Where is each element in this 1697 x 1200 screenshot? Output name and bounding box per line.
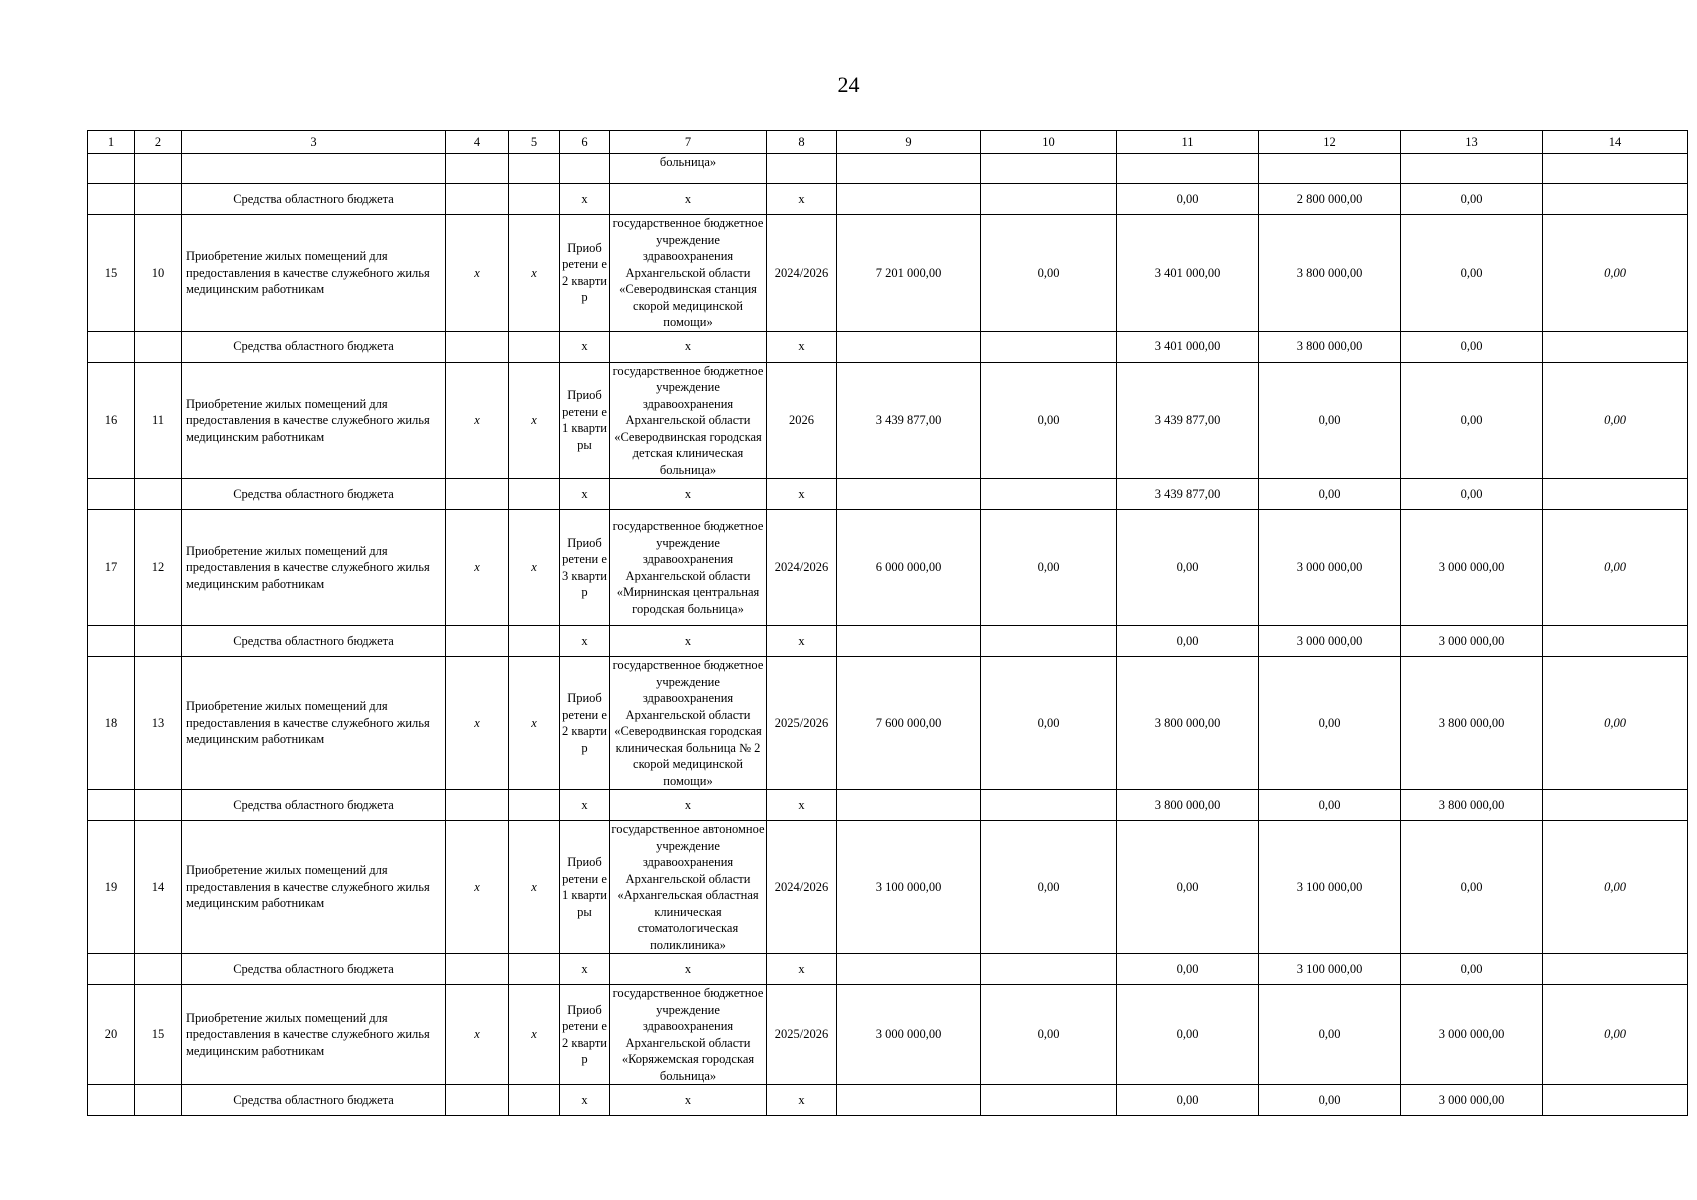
row-number-cell (88, 184, 135, 215)
amount-2025-cell: 3 000 000,00 (1259, 510, 1401, 626)
col5-cell (509, 184, 560, 215)
measure-name-cell: Приобретение жилых помещений для предоставления в качестве служебного жилья медицинским работникам (182, 657, 446, 790)
col5-cell (509, 1085, 560, 1116)
measure-name-cell: Средства областного бюджета (182, 626, 446, 657)
table-row (88, 215, 1688, 332)
measure-name-cell: Приобретение жилых помещений для предоставления в качестве служебного жилья медицинским работникам (182, 215, 446, 332)
row-number-cell: 17 (88, 510, 135, 626)
amount-2025-cell: 0,00 (1259, 790, 1401, 821)
period-cell: 2025/2026 (767, 985, 837, 1085)
amount-2026-cell: 0,00 (1401, 362, 1543, 479)
col10-cell: 0,00 (981, 510, 1117, 626)
amount-2026-cell: 3 000 000,00 (1401, 1085, 1543, 1116)
amount-2024-cell: 3 800 000,00 (1117, 790, 1259, 821)
col4-cell: х (446, 215, 509, 332)
total-cost-cell (837, 479, 981, 510)
column-number: 7 (610, 131, 767, 154)
funding-source-row (88, 790, 1688, 821)
col10-cell: 0,00 (981, 657, 1117, 790)
col10-cell (981, 1085, 1117, 1116)
row-number-cell: 19 (88, 821, 135, 954)
col10-cell (981, 331, 1117, 362)
stage-cell: Приоб ретени е 1 кварти ры (560, 362, 610, 479)
stage-cell: Приоб ретени е 3 кварти р (560, 510, 610, 626)
col10-cell (981, 954, 1117, 985)
col14-cell: 0,00 (1543, 510, 1688, 626)
organization-cell: государственное бюджетное учреждение здравоохранения Архангельской области «Северодвинская городская клиническая больница № 2 скорой медицинской помощи» (610, 657, 767, 790)
amount-2026-cell: 3 000 000,00 (1401, 985, 1543, 1085)
row-number-cell (88, 626, 135, 657)
period-cell: х (767, 331, 837, 362)
amount-2026-cell: 0,00 (1401, 331, 1543, 362)
col10-cell: 0,00 (981, 821, 1117, 954)
organization-cell: государственное бюджетное учреждение здравоохранения Архангельской области «Мирнинская центральная городская больница» (610, 510, 767, 626)
col14-cell: 0,00 (1543, 821, 1688, 954)
stage-cell: Приоб ретени е 2 кварти р (560, 657, 610, 790)
col5-cell: х (509, 215, 560, 332)
amount-2024-cell: 0,00 (1117, 184, 1259, 215)
amount-2025-cell: 3 800 000,00 (1259, 215, 1401, 332)
item-number-cell (135, 1085, 182, 1116)
col5-cell: х (509, 510, 560, 626)
column-number: 10 (981, 131, 1117, 154)
col14-cell: 0,00 (1543, 362, 1688, 479)
column-number: 9 (837, 131, 981, 154)
col5-cell (509, 479, 560, 510)
col4-cell (446, 184, 509, 215)
total-cost-cell (837, 1085, 981, 1116)
organization-cell: х (610, 1085, 767, 1116)
organization-cell: больница» (610, 154, 767, 184)
amount-2024-cell: 0,00 (1117, 1085, 1259, 1116)
row-number-cell (88, 479, 135, 510)
item-number-cell: 13 (135, 657, 182, 790)
column-number: 1 (88, 131, 135, 154)
row-number-cell: 18 (88, 657, 135, 790)
page-number: 24 (837, 72, 860, 97)
item-number-cell (135, 184, 182, 215)
stage-cell: х (560, 626, 610, 657)
amount-2024-cell: 0,00 (1117, 626, 1259, 657)
row-number-cell: 15 (88, 215, 135, 332)
measure-name-cell: Средства областного бюджета (182, 331, 446, 362)
item-number-cell (135, 790, 182, 821)
period-cell: 2024/2026 (767, 215, 837, 332)
col10-cell (981, 479, 1117, 510)
measure-name-cell: Средства областного бюджета (182, 479, 446, 510)
col4-cell (446, 790, 509, 821)
table-row (88, 985, 1688, 1085)
amount-2024-cell: 3 800 000,00 (1117, 657, 1259, 790)
total-cost-cell: 7 600 000,00 (837, 657, 981, 790)
item-number-cell: 12 (135, 510, 182, 626)
total-cost-cell (837, 790, 981, 821)
column-number: 4 (446, 131, 509, 154)
amount-2024-cell: 3 439 877,00 (1117, 362, 1259, 479)
amount-2026-cell: 3 000 000,00 (1401, 626, 1543, 657)
amount-2024-cell: 0,00 (1117, 985, 1259, 1085)
column-number: 8 (767, 131, 837, 154)
col10-cell: 0,00 (981, 985, 1117, 1085)
amount-2025-cell: 0,00 (1259, 985, 1401, 1085)
amount-2026-cell: 0,00 (1401, 954, 1543, 985)
column-number: 5 (509, 131, 560, 154)
amount-2024-cell: 0,00 (1117, 821, 1259, 954)
organization-cell: государственное бюджетное учреждение здравоохранения Архангельской области «Северодвинская станция скорой медицинской помощи» (610, 215, 767, 332)
total-cost-cell: 7 201 000,00 (837, 215, 981, 332)
col14-cell (1543, 331, 1688, 362)
col4-cell (446, 331, 509, 362)
total-cost-cell: 3 439 877,00 (837, 362, 981, 479)
amount-2024-cell: 3 401 000,00 (1117, 215, 1259, 332)
stage-cell: х (560, 954, 610, 985)
col10-cell: 0,00 (981, 215, 1117, 332)
col5-cell: х (509, 657, 560, 790)
column-number: 13 (1401, 131, 1543, 154)
amount-2024-cell: 0,00 (1117, 510, 1259, 626)
amount-2024-cell: 0,00 (1117, 954, 1259, 985)
measure-name-cell: Средства областного бюджета (182, 1085, 446, 1116)
period-cell: х (767, 790, 837, 821)
col4-cell: х (446, 362, 509, 479)
row-number-cell: 20 (88, 985, 135, 1085)
amount-2025-cell: 0,00 (1259, 362, 1401, 479)
col4-cell (446, 1085, 509, 1116)
col14-cell: 0,00 (1543, 985, 1688, 1085)
column-number: 14 (1543, 131, 1688, 154)
amount-2025-cell: 2 800 000,00 (1259, 184, 1401, 215)
measure-name-cell: Приобретение жилых помещений для предоставления в качестве служебного жилья медицинским работникам (182, 821, 446, 954)
table-row (88, 821, 1688, 954)
stage-cell: Приоб ретени е 1 кварти ры (560, 821, 610, 954)
col5-cell (509, 331, 560, 362)
amount-2026-cell: 0,00 (1401, 479, 1543, 510)
stage-cell: Приоб ретени е 2 кварти р (560, 215, 610, 332)
item-number-cell (135, 626, 182, 657)
col14-cell: 0,00 (1543, 657, 1688, 790)
column-number: 6 (560, 131, 610, 154)
item-number-cell: 11 (135, 362, 182, 479)
organization-cell: х (610, 954, 767, 985)
amount-2026-cell: 0,00 (1401, 821, 1543, 954)
amount-2026-cell: 3 000 000,00 (1401, 510, 1543, 626)
funding-source-row (88, 626, 1688, 657)
col5-cell (509, 954, 560, 985)
continuation-row (88, 154, 1688, 184)
stage-cell: х (560, 790, 610, 821)
row-number-cell (88, 1085, 135, 1116)
amount-2024-cell: 3 401 000,00 (1117, 331, 1259, 362)
organization-cell: государственное бюджетное учреждение здравоохранения Архангельской области «Северодвинская городская детская клиническая больница» (610, 362, 767, 479)
amount-2025-cell: 3 800 000,00 (1259, 331, 1401, 362)
table-row (88, 510, 1688, 626)
row-number-cell (88, 954, 135, 985)
funding-source-row (88, 1085, 1688, 1116)
period-cell: 2024/2026 (767, 510, 837, 626)
item-number-cell: 14 (135, 821, 182, 954)
amount-2025-cell: 0,00 (1259, 479, 1401, 510)
col14-cell (1543, 479, 1688, 510)
col4-cell: х (446, 657, 509, 790)
amount-2025-cell: 0,00 (1259, 1085, 1401, 1116)
column-number: 3 (182, 131, 446, 154)
stage-cell: х (560, 331, 610, 362)
funding-source-row (88, 331, 1688, 362)
organization-cell: х (610, 479, 767, 510)
amount-2024-cell: 3 439 877,00 (1117, 479, 1259, 510)
amount-2025-cell: 0,00 (1259, 657, 1401, 790)
organization-cell: х (610, 790, 767, 821)
col10-cell (981, 184, 1117, 215)
row-number-cell: 16 (88, 362, 135, 479)
amount-2026-cell: 3 800 000,00 (1401, 790, 1543, 821)
col5-cell (509, 790, 560, 821)
measure-name-cell: Средства областного бюджета (182, 790, 446, 821)
funding-source-row (88, 954, 1688, 985)
total-cost-cell (837, 626, 981, 657)
period-cell: 2024/2026 (767, 821, 837, 954)
period-cell: х (767, 184, 837, 215)
organization-cell: х (610, 626, 767, 657)
period-cell: х (767, 1085, 837, 1116)
col4-cell (446, 479, 509, 510)
item-number-cell: 15 (135, 985, 182, 1085)
period-cell: 2025/2026 (767, 657, 837, 790)
funding-source-row (88, 184, 1688, 215)
stage-cell: х (560, 184, 610, 215)
amount-2026-cell: 0,00 (1401, 215, 1543, 332)
column-number: 11 (1117, 131, 1259, 154)
measure-name-cell: Средства областного бюджета (182, 184, 446, 215)
col14-cell (1543, 954, 1688, 985)
total-cost-cell: 6 000 000,00 (837, 510, 981, 626)
header-row (88, 131, 1688, 154)
table-body (88, 131, 1688, 1116)
item-number-cell (135, 479, 182, 510)
col14-cell (1543, 790, 1688, 821)
amount-2025-cell: 3 100 000,00 (1259, 821, 1401, 954)
col4-cell: х (446, 985, 509, 1085)
item-number-cell (135, 331, 182, 362)
col5-cell: х (509, 362, 560, 479)
table-row (88, 362, 1688, 479)
total-cost-cell: 3 100 000,00 (837, 821, 981, 954)
period-cell: х (767, 626, 837, 657)
funding-source-row (88, 479, 1688, 510)
col5-cell: х (509, 985, 560, 1085)
table-row (88, 657, 1688, 790)
amount-2025-cell: 3 000 000,00 (1259, 626, 1401, 657)
col14-cell (1543, 626, 1688, 657)
col10-cell (981, 626, 1117, 657)
amount-2026-cell: 0,00 (1401, 184, 1543, 215)
col14-cell: 0,00 (1543, 215, 1688, 332)
column-number: 12 (1259, 131, 1401, 154)
organization-cell: х (610, 184, 767, 215)
stage-cell: х (560, 479, 610, 510)
col14-cell (1543, 1085, 1688, 1116)
budget-table (87, 130, 1688, 1116)
col14-cell (1543, 184, 1688, 215)
period-cell: х (767, 954, 837, 985)
organization-cell: государственное бюджетное учреждение здравоохранения Архангельской области «Коряжемская городская больница» (610, 985, 767, 1085)
col4-cell (446, 954, 509, 985)
col5-cell (509, 626, 560, 657)
amount-2026-cell: 3 800 000,00 (1401, 657, 1543, 790)
measure-name-cell: Приобретение жилых помещений для предоставления в качестве служебного жилья медицинским работникам (182, 510, 446, 626)
col5-cell: х (509, 821, 560, 954)
row-number-cell (88, 331, 135, 362)
period-cell: 2026 (767, 362, 837, 479)
period-cell: х (767, 479, 837, 510)
col4-cell: х (446, 821, 509, 954)
item-number-cell: 10 (135, 215, 182, 332)
item-number-cell (135, 954, 182, 985)
stage-cell: Приоб ретени е 2 кварти р (560, 985, 610, 1085)
organization-cell: государственное автономное учреждение здравоохранения Архангельской области «Архангельская областная клиническая стоматологическая поликлиника» (611, 822, 765, 952)
total-cost-cell (837, 331, 981, 362)
col4-cell: х (446, 510, 509, 626)
organization-cell: х (610, 331, 767, 362)
measure-name-cell: Приобретение жилых помещений для предоставления в качестве служебного жилья медицинским работникам (182, 985, 446, 1085)
measure-name-cell: Средства областного бюджета (182, 954, 446, 985)
amount-2025-cell: 3 100 000,00 (1259, 954, 1401, 985)
stage-cell: х (560, 1085, 610, 1116)
total-cost-cell (837, 184, 981, 215)
row-number-cell (88, 790, 135, 821)
column-number: 2 (135, 131, 182, 154)
col4-cell (446, 626, 509, 657)
col10-cell (981, 790, 1117, 821)
col10-cell: 0,00 (981, 362, 1117, 479)
total-cost-cell: 3 000 000,00 (837, 985, 981, 1085)
measure-name-cell: Приобретение жилых помещений для предоставления в качестве служебного жилья медицинским работникам (182, 362, 446, 479)
total-cost-cell (837, 954, 981, 985)
